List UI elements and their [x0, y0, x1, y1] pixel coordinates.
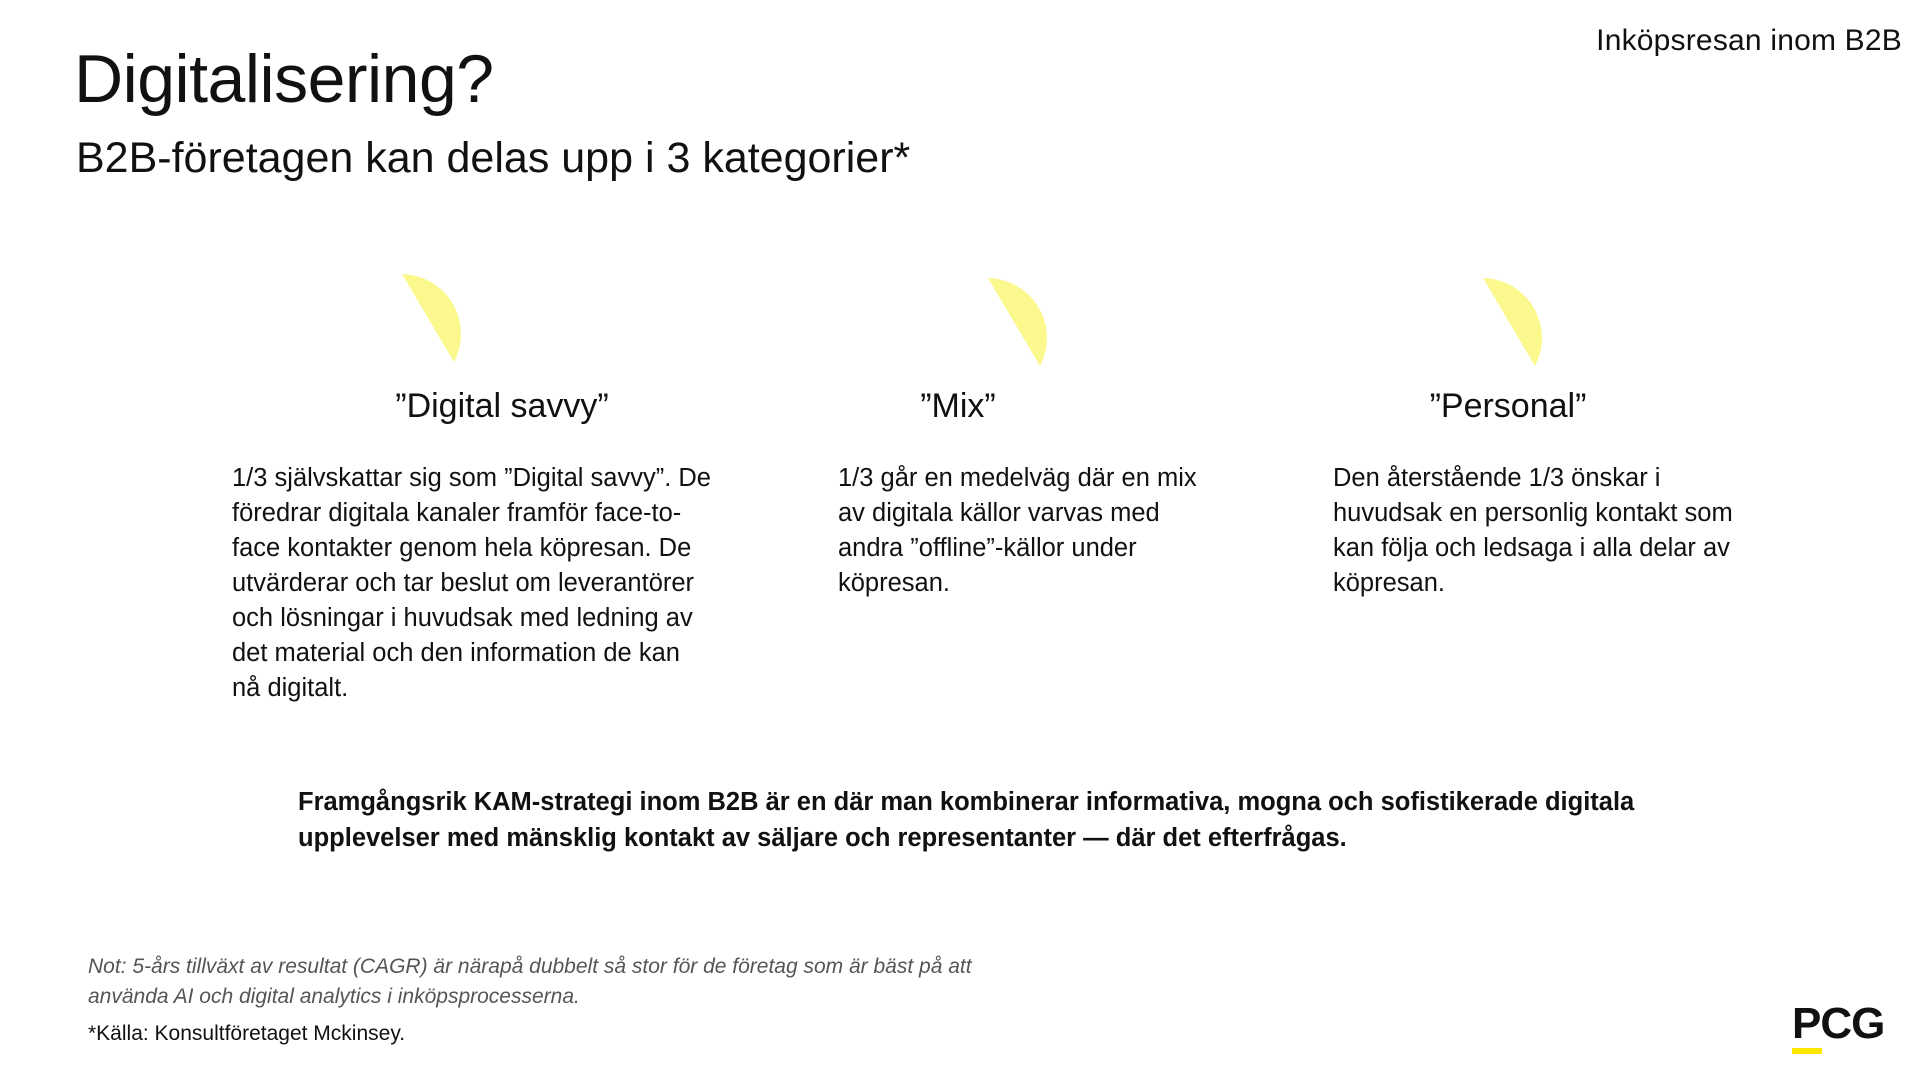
- footnote: Not: 5-års tillväxt av resultat (CAGR) är närapå dubbelt så stor för de företag som är bäst på att använda AI och digital analytics i inköpsprocesserna.: [88, 955, 972, 1008]
- pie-slice-icon: [402, 270, 522, 370]
- pcg-logo: [1792, 999, 1902, 1058]
- category-mix: [838, 270, 1358, 601]
- category-personal: [1333, 270, 1853, 601]
- page-title: Digitalisering?: [74, 41, 494, 117]
- source-citation: *Källa: Konsultföretaget Mckinsey.: [88, 1022, 406, 1045]
- summary-statement: Framgångsrik KAM-strategi inom B2B är en där man kombinerar informativa, mogna och sofistikerade digitala upplevelser med mänsklig kontakt av säljare och representanter — där det efterfrågas.: [298, 788, 1635, 852]
- pie-slice-icon: [988, 270, 1108, 370]
- category-digital-savvy: [232, 270, 752, 706]
- category-description: Den återstående 1/3 önskar i huvudsak en personlig kontakt som kan följa och ledsaga i alla delar av köpresan.: [1333, 463, 1733, 597]
- page-subtitle: B2B-företagen kan delas upp i 3 kategorier*: [76, 134, 911, 182]
- logo-accent-bar: [1792, 1048, 1822, 1054]
- logo-text: PCG: [1792, 999, 1885, 1048]
- pie-slice-icon: [1483, 270, 1603, 370]
- section-label: Inköpsresan inom B2B: [1596, 24, 1902, 57]
- category-title: ”Mix”: [920, 387, 996, 425]
- category-description: 1/3 går en medelväg där en mix av digitala källor varvas med andra ”offline”-källor under köpresan.: [838, 463, 1197, 597]
- category-title: ”Personal”: [1429, 387, 1587, 425]
- category-title: ”Digital savvy”: [395, 387, 609, 425]
- category-description: 1/3 självskattar sig som ”Digital savvy”. De föredrar digitala kanaler framför face-to-face kontakter genom hela köpresan. De utvärderar och tar beslut om leverantörer och lösningar i huvudsak med ledning av det material och den information de kan nå digitalt.: [232, 463, 711, 702]
